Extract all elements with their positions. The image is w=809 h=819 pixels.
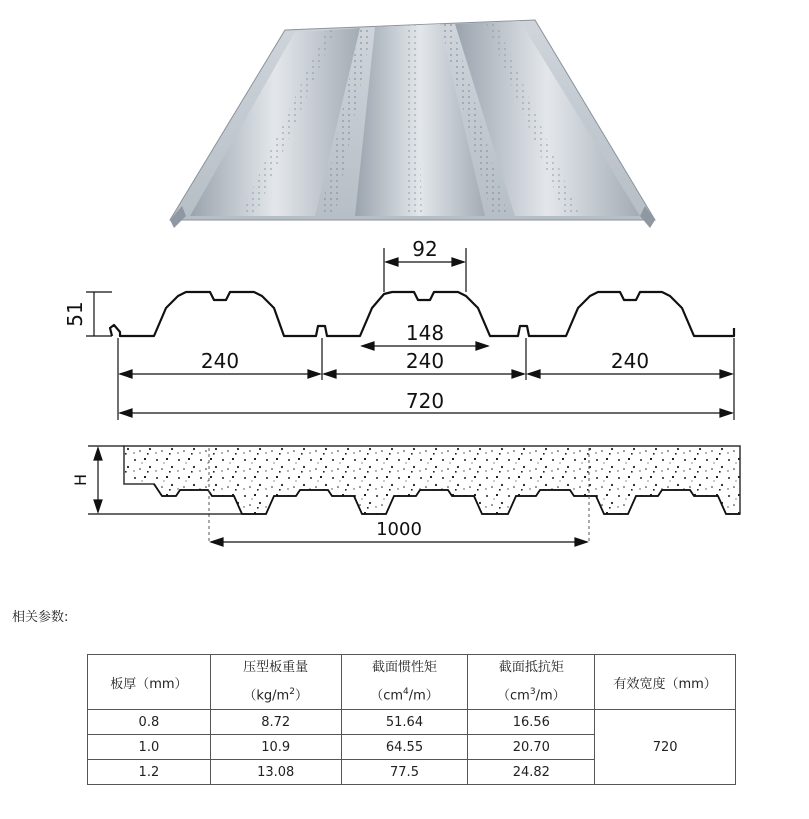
deck-profile-drawing [0, 228, 809, 428]
cell-inertia: 77.5 [341, 760, 468, 785]
slab-height-label: H [71, 473, 90, 487]
header-thickness: 板厚（mm） [88, 655, 211, 710]
cell-modulus: 20.70 [468, 735, 595, 760]
cell-thickness: 1.0 [88, 735, 211, 760]
cell-weight: 10.9 [210, 735, 341, 760]
header-inertia: 截面惯性矩 $(cm^4/m)$ [341, 655, 468, 710]
header-modulus: 截面抵抗矩 $(cm^3/m)$ [468, 655, 595, 710]
mid-width-148-label: 148 [405, 321, 445, 345]
pitch-label-3: 240 [610, 349, 650, 373]
cell-thickness: 1.2 [88, 760, 211, 785]
pitch-label-1: 240 [200, 349, 240, 373]
table-header-row [88, 655, 736, 710]
composite-slab-drawing [0, 438, 809, 558]
concrete-slab [124, 446, 740, 514]
cell-weight: 13.08 [210, 760, 341, 785]
slab-width-1000-label: 1000 [376, 519, 422, 540]
corrugated-steel-deck-image [160, 10, 660, 228]
cell-effective-width: 720 [595, 710, 736, 785]
total-width-720-label: 720 [405, 389, 445, 413]
cell-modulus: 24.82 [468, 760, 595, 785]
cell-modulus: 16.56 [468, 710, 595, 735]
params-title: 相关参数: [12, 610, 69, 625]
table-row [88, 710, 736, 735]
params-table [87, 654, 736, 785]
cell-inertia: 64.55 [341, 735, 468, 760]
top-width-92-label: 92 [412, 237, 438, 261]
header-effective-width: 有效宽度（mm） [595, 655, 736, 710]
height-51-label: 51 [63, 301, 87, 327]
cell-inertia: 51.64 [341, 710, 468, 735]
pitch-label-2: 240 [405, 349, 445, 373]
cell-weight: 8.72 [210, 710, 341, 735]
header-weight: 压型板重量 $(kg/m^2)$ [210, 655, 341, 710]
cell-thickness: 0.8 [88, 710, 211, 735]
